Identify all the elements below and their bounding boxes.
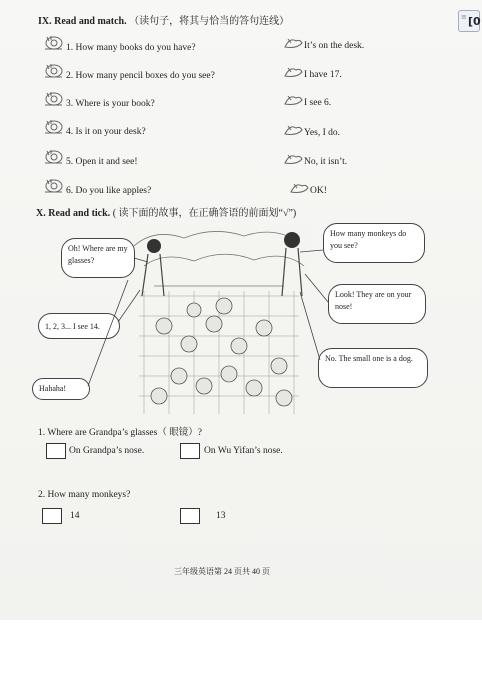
section-10-title: X. Read and tick. (36, 208, 111, 219)
speech-bubble-dog: No. The small one is a dog. (318, 348, 428, 388)
question-text: 2. How many pencil boxes do you see? (66, 71, 215, 81)
tick-box-q1-option-1[interactable] (46, 443, 66, 459)
answer-text: It’s on the desk. (304, 41, 365, 51)
viewer-toggle-button[interactable] (458, 10, 480, 32)
answer-text: Yes, I do. (304, 128, 340, 138)
question-text: 6. Do you like apples? (66, 186, 152, 196)
q1-option-1-label: On Grandpa’s nose. (69, 446, 145, 456)
question-text: 3. Where is your book? (66, 99, 155, 109)
speech-bubble-laugh: Hahaha! (32, 378, 90, 400)
q2-option-2-label: 13 (216, 511, 226, 521)
question-text: 1. How many books do you have? (66, 43, 196, 53)
q1-option-2-label: On Wu Yifan’s nose. (204, 446, 283, 456)
question-2: 2. How many monkeys? (38, 490, 131, 500)
answer-text: I see 6. (304, 98, 332, 108)
question-text: 4. Is it on your desk? (66, 127, 146, 137)
question-1: 1. Where are Grandpa’s glasses（ 眼镜）? (38, 428, 202, 438)
page-footer: 三年级英语第 24 页共 40 页 (174, 567, 270, 576)
menu-icon: ≡ (461, 13, 467, 21)
section-10-instruction: ( 读下面的故事，在正确答语的前面划“√”) (112, 208, 297, 219)
tick-box-q2-option-2[interactable] (180, 508, 200, 524)
speech-bubble-glasses: Oh! Where are my glasses? (61, 238, 135, 278)
tick-box-q2-option-1[interactable] (42, 508, 62, 524)
viewer-glyph: [0 (468, 15, 481, 28)
speech-bubble-how-many: How many monkeys do you see? (323, 223, 425, 263)
speech-bubble-nose: Look! They are on your nose! (328, 284, 426, 324)
q2-option-1-label: 14 (70, 511, 80, 521)
section-9-instruction: （读句子，将其与恰当的答句连线） (129, 16, 290, 27)
section-9-title: IX. Read and match. (38, 16, 127, 27)
question-text: 5. Open it and see! (66, 157, 138, 167)
answer-text: I have 17. (304, 70, 342, 80)
tick-box-q1-option-2[interactable] (180, 443, 200, 459)
answer-text: No, it isn’t. (304, 157, 348, 167)
speech-bubble-count: 1, 2, 3... I see 14. (38, 313, 120, 339)
answer-text: OK! (310, 186, 327, 196)
